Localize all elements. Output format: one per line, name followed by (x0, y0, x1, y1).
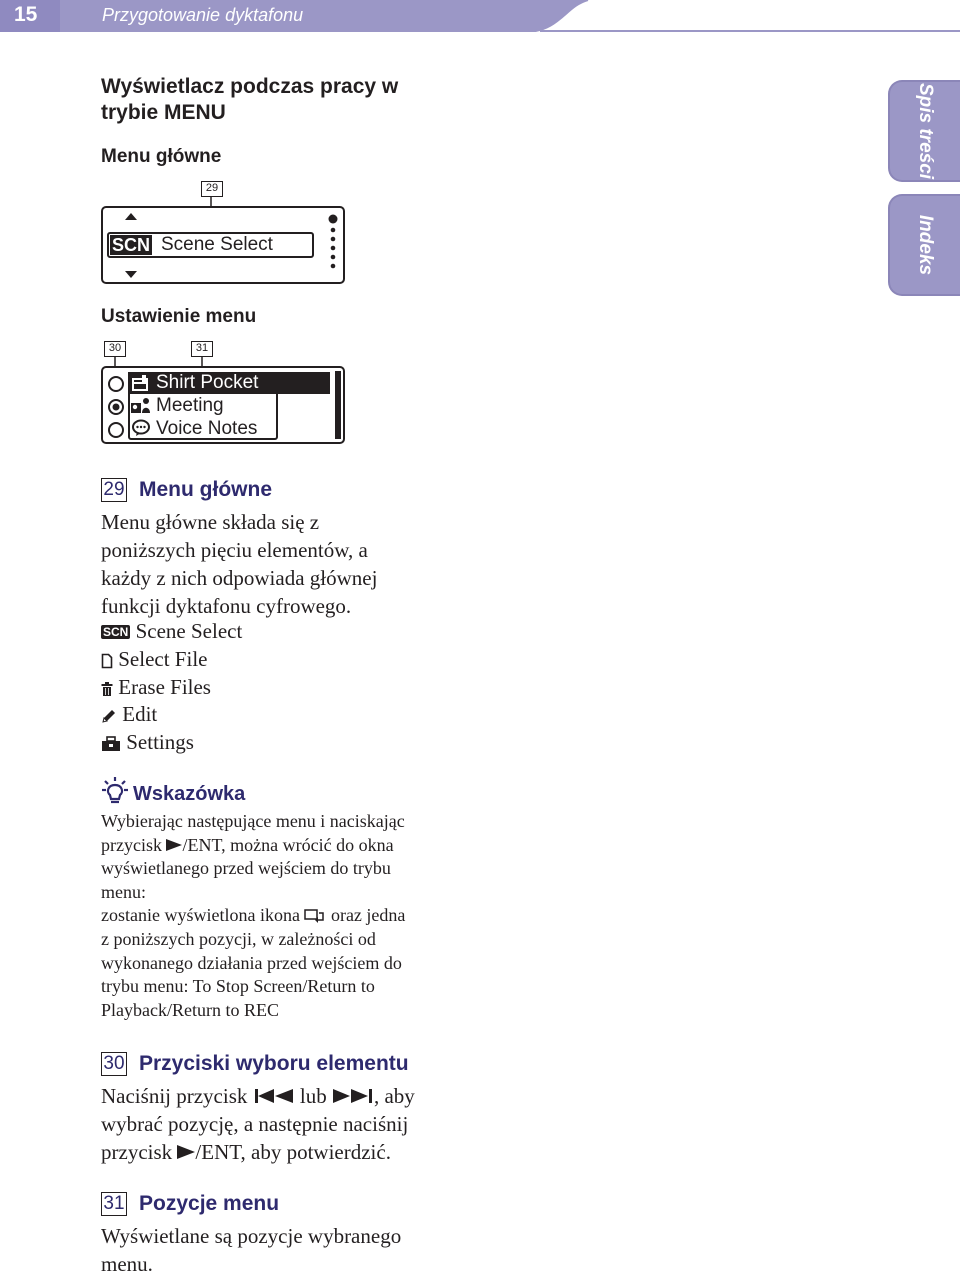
settings-label: Ustawienie menu (101, 306, 257, 327)
text-line: Menu główne składa się z (101, 510, 320, 534)
file-icon (101, 653, 113, 669)
text-line: Playback/Return to REC (101, 999, 279, 1020)
text-line (101, 834, 461, 858)
item-label: Select File (118, 647, 208, 671)
item-label: Erase Files (118, 675, 211, 699)
settings-lcd (101, 366, 345, 444)
section-29-number: 29 (101, 478, 127, 502)
text-line: wykonanego działania przed wejściem do (101, 952, 402, 973)
text-line: wyświetlanego przed wejściem do trybu (101, 858, 391, 879)
section-30-body (101, 1082, 415, 1166)
text-line: trybu menu: To Stop Screen/Return to (101, 976, 375, 997)
list-item-erase-files (101, 675, 211, 700)
page-number: 15 (14, 3, 38, 26)
text-part: , aby (373, 1084, 415, 1108)
list-item-scene-select (101, 619, 242, 644)
index-tab[interactable] (888, 194, 960, 296)
section-30-number: 30 (101, 1052, 127, 1076)
text-part: oraz jedna (330, 905, 406, 926)
scrollbar-thumb (336, 372, 340, 412)
section-31-number: 31 (101, 1192, 127, 1216)
meeting-icon (130, 397, 152, 415)
section-31-title: Pozycje menu (139, 1192, 280, 1216)
callout-29: 29 (201, 181, 223, 197)
text-part: lub (299, 1084, 327, 1108)
text-line: Wybierając następujące menu i naciskając (101, 811, 405, 831)
item-label: Settings (126, 730, 194, 754)
menu-item-frame (107, 232, 314, 258)
text-line: z poniższych pozycji, w zależności od (101, 928, 376, 949)
shirt-pocket-icon (131, 374, 151, 392)
text-part: /ENT, można wrócić do okna (182, 834, 394, 855)
menu-item-voice-notes: Voice Notes (156, 418, 258, 439)
text-line (101, 904, 461, 928)
page-heading: Wyświetlacz podczas pracy w trybie MENU (101, 75, 399, 124)
tip-title: Wskazówka (133, 783, 246, 805)
index-tab-label: Indeks (915, 214, 936, 276)
text-line: menu: (101, 881, 146, 902)
section-29-body (101, 508, 377, 620)
play-icon (177, 1144, 195, 1160)
section-31-body (101, 1222, 401, 1278)
text-line: wybrać pozycję, a następnie naciśnij (101, 1112, 409, 1136)
toolbox-icon (101, 736, 121, 752)
text-line: każdy z nich odpowiada głównej (101, 566, 378, 590)
up-arrow-icon (125, 213, 137, 221)
text-line: funkcji dyktafonu cyfrowego. (101, 594, 352, 618)
down-arrow-icon (125, 271, 137, 279)
pencil-icon (101, 708, 117, 724)
section-29-heading (101, 478, 272, 502)
text-part: przycisk (101, 1140, 173, 1164)
section-30-heading (101, 1052, 409, 1076)
text-part: Naciśnij przycisk (101, 1084, 248, 1108)
text-line (101, 1082, 415, 1110)
chapter-title: Przygotowanie dyktafonu (102, 5, 304, 25)
list-item-settings (101, 730, 194, 755)
list-item-edit (101, 702, 157, 727)
section-30-title: Przyciski wyboru elementu (139, 1052, 409, 1076)
voice-notes-icon (131, 419, 151, 437)
text-part: przycisk (101, 834, 162, 855)
page-dots-icon (327, 214, 339, 276)
text-part: /ENT, aby potwierdzić. (195, 1140, 391, 1164)
fast-forward-icon (332, 1088, 374, 1104)
text-part: zostanie wyświetlona ikona (101, 905, 300, 926)
play-icon (166, 838, 182, 852)
section-31-heading (101, 1192, 279, 1216)
return-icon (304, 907, 326, 923)
menu-item-label: Scene Select (161, 234, 273, 255)
text-line: Wyświetlane są pozycje wybranego (101, 1224, 402, 1248)
main-menu-lcd (101, 206, 345, 284)
toc-tab-label: Spis treści (915, 82, 936, 180)
section-29-title: Menu główne (139, 478, 272, 502)
radio-buttons (107, 375, 125, 439)
menu-item-shirt-pocket: Shirt Pocket (156, 372, 259, 393)
list-item-select-file (101, 647, 207, 672)
trash-icon (101, 681, 113, 697)
text-line (101, 1138, 415, 1166)
item-label: Scene Select (135, 619, 243, 643)
text-line: menu. (101, 1252, 153, 1276)
scn-icon: SCN (112, 235, 151, 255)
text-line: poniższych pięciu elementów, a (101, 538, 368, 562)
scn-icon: SCN (103, 625, 129, 639)
item-label: Edit (122, 702, 158, 726)
lightbulb-icon (101, 776, 129, 806)
menu-item-meeting: Meeting (156, 395, 224, 416)
rewind-icon (253, 1088, 295, 1104)
tip-body (101, 810, 461, 1022)
toc-tab[interactable] (888, 80, 960, 182)
callout-31: 31 (191, 341, 213, 357)
callout-30: 30 (104, 341, 126, 357)
page-header (0, 0, 960, 32)
main-menu-label: Menu główne (101, 146, 222, 167)
